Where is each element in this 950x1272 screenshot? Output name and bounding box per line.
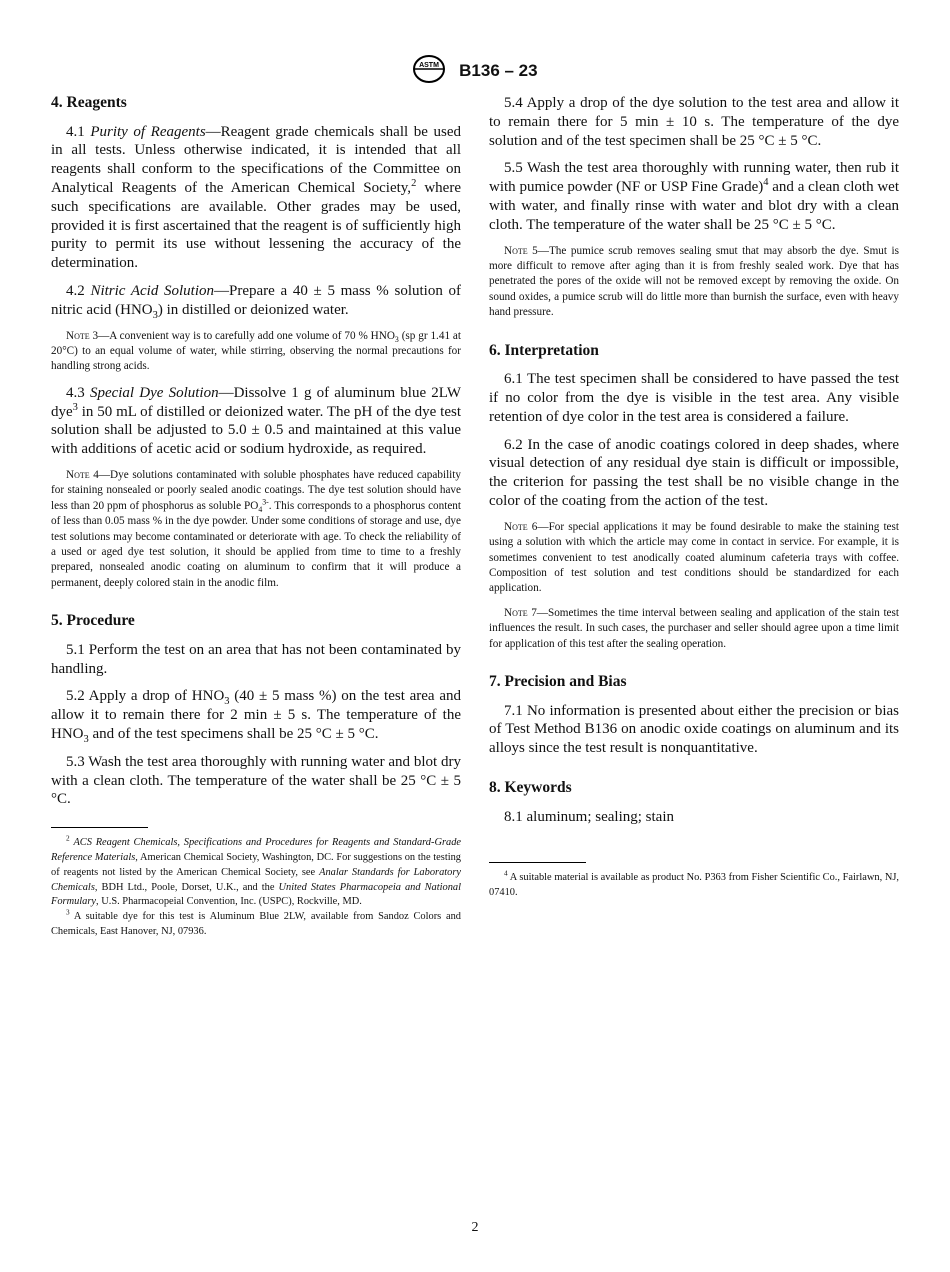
para-4-2: 4.2 Nitric Acid Solution—Prepare a 40 ± 5 mass % solution of nitric acid $(HNO_3)$ in distilled or deionized water. (51, 282, 462, 321)
para-4-1: 4.1 Purity of Reagents—Reagent grade chemicals shall be used in all tests. Unless otherwise indicated, it is intended that all reagents shall conform to the specifications of the Committee on Analytical Reagents of the American Chemical Society,$^2$ where such specifications are available. Other grades may be used, provided it is first ascertained that the reagent is of sufficiently high purity to permit its use without lessening the accuracy of the determination. (51, 123, 461, 272)
section-8-heading: 8. Keywords (489, 779, 572, 797)
left-column (51, 94, 461, 940)
section-7-heading: 7. Precision and Bias (489, 673, 627, 691)
para-6-1: 6.1 The test specimen shall be considered to have passed the test if no color from the dye is visible in the test area. Any visible retention of dye color in the test area is considered a failure. (489, 371, 899, 425)
footnote-3: $^3$ A suitable dye for this test is Aluminum Blue 2LW, available from Sandoz Colors and Chemicals, East Hanover, NJ, 07936. (51, 908, 461, 937)
footnote-2: $^2$ ACS Reagent Chemicals, Specifications and Procedures for Reagents and Standard-Grade Reference Materials, American Chemical Society, Washington, DC. For suggestions on the testing of reagents not listed by the American Chemical Society, see Analar Standards for Laboratory Chemicals, BDH Ltd., Poole, Dorset, U.K., and the United States Pharmacopeia and National Formulary, U.S. Pharmacopeial Convention, Inc. (USPC), Rockville, MD. (51, 834, 461, 908)
para-5-3: 5.3 Wash the test area thoroughly with running water and blot dry with a clean cloth. The temperature of the water shall be 25 °C ± 5 °C. (51, 753, 461, 808)
para-7-1: 7.1 No information is presented about either the precision or bias of Test Method B136 on anodic oxide coatings on aluminum and its alloys since the test result is nonquantitative. (489, 702, 899, 757)
para-5-5: 5.5 Wash the test area thoroughly with running water, then rub it with pumice powder (NF or USP Fine Grade)$^4$ and a clean cloth wet with water, and finally rinse with water and blot dry with a clean cloth. The temperature of the water shall be 25 °C ± 5 °C. (489, 160, 900, 233)
section-4-heading: 4. Reagents (51, 94, 127, 111)
para-5-1: 5.1 Perform the test on an area that has not been contaminated by handling. (51, 641, 461, 677)
footnote-divider (489, 862, 586, 863)
designation: B136 – 23 (459, 60, 538, 80)
para-5-2: 5.2 Apply a drop of $HNO_3$ (40 ± 5 mass %) on the test area and allow it to remain there for 2 min ± 5 s. The temperature of the $HNO_3$ and of the test specimens shall be 25 °C ± 5 °C. (51, 688, 461, 745)
note-7: Note 7—Sometimes the time interval between sealing and application of the stain test influences the result. In such cases, the purchaser and seller should agree upon a time limit for application of this test after the sealing operation. (489, 606, 899, 650)
para-8-1: 8.1 aluminum; sealing; stain (504, 808, 674, 825)
section-6-heading: 6. Interpretation (489, 341, 599, 359)
para-5-4: 5.4 Apply a drop of the dye solution to the test area and allow it to remain there for 5 min ± 10 s. The temperature of the dye solution and of the test specimen shall be 25 °C ± 5 °C. (489, 95, 899, 149)
footnote-divider (51, 827, 148, 828)
astm-logo-icon (412, 54, 446, 89)
note-3: Note 3—A convenient way is to carefully add one volume of 70 % $HNO_3$ (sp gr 1.41 at 20°C) to an equal volume of water, while stirring, observing the normal precautions for handling strong acids. (51, 329, 461, 373)
footnote-4: $^4$ A suitable material is available as product No. P363 from Fisher Scientific Co., Fairlawn, NJ, 07410. (489, 869, 899, 899)
section-5-heading: 5. Procedure (51, 612, 135, 630)
right-column (489, 94, 899, 901)
note-5: Note 5—The pumice scrub removes sealing smut that may absorb the dye. Smut is more difficult to remove after aging than it is from freshly sealed work. Dye that has penetrated the pores of the oxide will not be removed except by removing the oxide. On sound oxides, a pumice scrub will do little more than burnish the surface, even with heavy hand pressure. (489, 244, 899, 319)
note-4: Note 4—Dye solutions contaminated with soluble phosphates have reduced capability for staining nonsealed or poorly sealed anodic coatings. The dye test solution should have less than 20 ppm of phosphorus as soluble $PO_4^{3-}$. This corresponds to a phosphorus content of less than 0.05 mass % in the dye powder. Under some conditions of storage and use, dye test solutions may become contaminated or deteriorate with age. To check the reliability of a used or aged dye test solution, it should be applied from time to time to a freshly prepared, nonsealed anodic coating on aluminum to confirm that it will produce a permanent, deeply colored stain in the anodic film. (51, 468, 461, 589)
para-4-3: 4.3 Special Dye Solution—Dissolve 1 g of aluminum blue 2LW dye$^3$ in 50 mL of distilled or deionized water. The pH of the dye test solution shall be adjusted to 5.0 ± 0.5 and maintained at this value with additions of acetic acid or sodium hydroxide, as required. (51, 384, 462, 458)
svg-text:ASTM: ASTM (419, 62, 440, 69)
para-6-2: 6.2 In the case of anodic coatings colored in deep shades, where visual detection of any residual dye stain is difficult or impossible, the criterion for passing the test shall be no visible change in the color of the coating from the action of the test. (489, 436, 899, 509)
note-6: Note 6—For special applications it may be found desirable to make the staining test using a solution with which the article may come in contact in service. For example, it is sometimes convenient to test anodically coated aluminum cafeteria trays with coffee. Composition of test solution and test conditions should be standardized for each application. (489, 520, 899, 595)
page-header (0, 54, 950, 89)
page-number: 2 (471, 1220, 479, 1235)
